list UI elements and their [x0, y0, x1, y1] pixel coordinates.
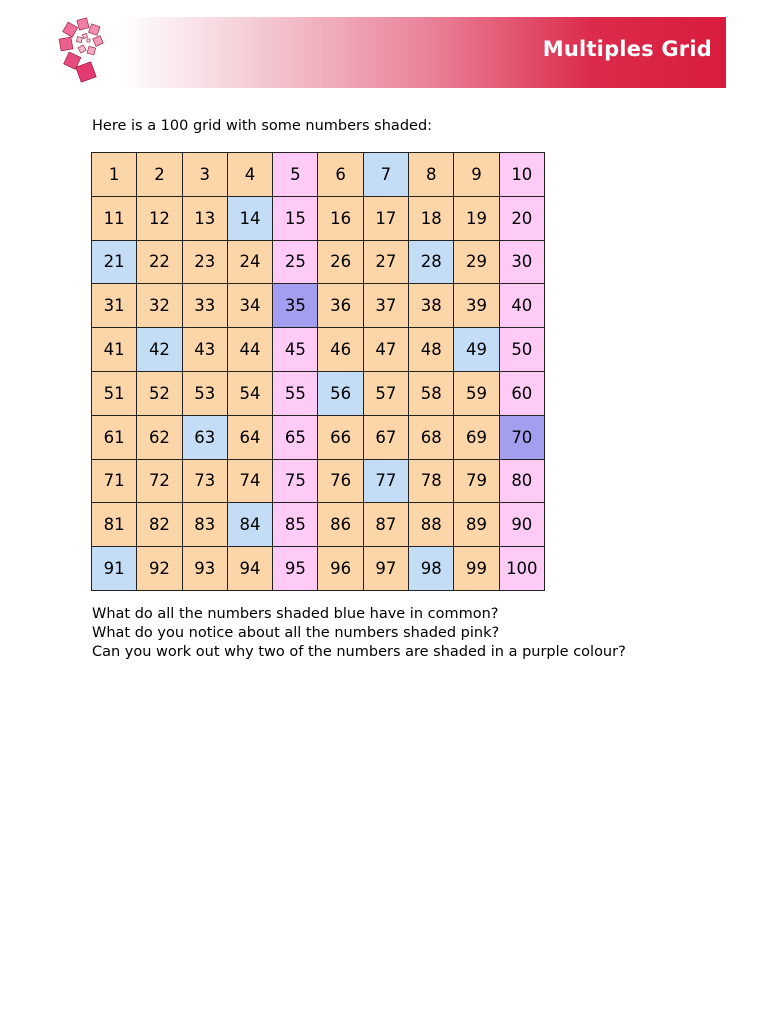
- question-blue: What do all the numbers shaded blue have in common?: [92, 606, 499, 622]
- grid-cell: 100: [499, 547, 544, 591]
- grid-cell: 97: [363, 547, 408, 591]
- grid-cell: 55: [273, 371, 318, 415]
- grid-cell: 26: [318, 240, 363, 284]
- grid-cell: 47: [363, 328, 408, 372]
- grid-cell: 24: [227, 240, 272, 284]
- spiral-logo-icon: [50, 14, 114, 86]
- grid-cell: 51: [92, 371, 137, 415]
- grid-cell: 75: [273, 459, 318, 503]
- grid-cell: 65: [273, 415, 318, 459]
- hundred-grid: [91, 152, 545, 591]
- grid-cell: 70: [499, 415, 544, 459]
- grid-cell: 82: [137, 503, 182, 547]
- grid-cell: 84: [227, 503, 272, 547]
- grid-cell: 36: [318, 284, 363, 328]
- grid-row: [92, 503, 545, 547]
- grid-cell: 27: [363, 240, 408, 284]
- grid-cell: 41: [92, 328, 137, 372]
- grid-cell: 33: [182, 284, 227, 328]
- grid-cell: 14: [227, 196, 272, 240]
- grid-cell: 34: [227, 284, 272, 328]
- grid-cell: 68: [409, 415, 454, 459]
- grid-cell: 59: [454, 371, 499, 415]
- grid-cell: 22: [137, 240, 182, 284]
- grid-cell: 28: [409, 240, 454, 284]
- grid-cell: 73: [182, 459, 227, 503]
- grid-row: [92, 371, 545, 415]
- grid-cell: 85: [273, 503, 318, 547]
- grid-cell: 35: [273, 284, 318, 328]
- grid-cell: 86: [318, 503, 363, 547]
- grid-cell: 83: [182, 503, 227, 547]
- grid-row: [92, 153, 545, 197]
- grid-cell: 92: [137, 547, 182, 591]
- grid-cell: 31: [92, 284, 137, 328]
- grid-row: [92, 284, 545, 328]
- grid-cell: 23: [182, 240, 227, 284]
- grid-cell: 4: [227, 153, 272, 197]
- grid-cell: 66: [318, 415, 363, 459]
- grid-cell: 99: [454, 547, 499, 591]
- question-purple: Can you work out why two of the numbers are shaded in a purple colour?: [92, 644, 626, 660]
- grid-cell: 80: [499, 459, 544, 503]
- grid-row: [92, 240, 545, 284]
- grid-cell: 98: [409, 547, 454, 591]
- grid-cell: 43: [182, 328, 227, 372]
- grid-cell: 79: [454, 459, 499, 503]
- grid-row: [92, 415, 545, 459]
- grid-cell: 89: [454, 503, 499, 547]
- grid-cell: 96: [318, 547, 363, 591]
- grid-cell: 32: [137, 284, 182, 328]
- grid-cell: 77: [363, 459, 408, 503]
- grid-cell: 74: [227, 459, 272, 503]
- grid-cell: 62: [137, 415, 182, 459]
- grid-cell: 9: [454, 153, 499, 197]
- grid-cell: 76: [318, 459, 363, 503]
- grid-cell: 30: [499, 240, 544, 284]
- grid-cell: 57: [363, 371, 408, 415]
- grid-row: [92, 547, 545, 591]
- grid-cell: 19: [454, 196, 499, 240]
- grid-cell: 29: [454, 240, 499, 284]
- grid-cell: 78: [409, 459, 454, 503]
- grid-cell: 7: [363, 153, 408, 197]
- grid-cell: 49: [454, 328, 499, 372]
- question-pink: What do you notice about all the numbers shaded pink?: [92, 625, 500, 641]
- grid-cell: 94: [227, 547, 272, 591]
- grid-row: [92, 196, 545, 240]
- grid-cell: 16: [318, 196, 363, 240]
- grid-cell: 40: [499, 284, 544, 328]
- grid-cell: 52: [137, 371, 182, 415]
- grid-cell: 67: [363, 415, 408, 459]
- grid-cell: 53: [182, 371, 227, 415]
- grid-cell: 12: [137, 196, 182, 240]
- grid-cell: 54: [227, 371, 272, 415]
- grid-cell: 20: [499, 196, 544, 240]
- grid-cell: 91: [92, 547, 137, 591]
- page-title: Multiples Grid: [542, 37, 712, 61]
- grid-cell: 42: [137, 328, 182, 372]
- grid-cell: 3: [182, 153, 227, 197]
- grid-cell: 88: [409, 503, 454, 547]
- grid-cell: 72: [137, 459, 182, 503]
- grid-row: [92, 459, 545, 503]
- grid-cell: 64: [227, 415, 272, 459]
- hundred-grid-body: [92, 153, 545, 591]
- grid-cell: 95: [273, 547, 318, 591]
- grid-cell: 81: [92, 503, 137, 547]
- grid-cell: 18: [409, 196, 454, 240]
- grid-cell: 37: [363, 284, 408, 328]
- grid-cell: 87: [363, 503, 408, 547]
- intro-text: Here is a 100 grid with some numbers shaded:: [92, 118, 433, 134]
- grid-cell: 50: [499, 328, 544, 372]
- grid-cell: 38: [409, 284, 454, 328]
- grid-cell: 21: [92, 240, 137, 284]
- grid-cell: 5: [273, 153, 318, 197]
- grid-cell: 8: [409, 153, 454, 197]
- grid-cell: 61: [92, 415, 137, 459]
- grid-cell: 46: [318, 328, 363, 372]
- grid-cell: 6: [318, 153, 363, 197]
- grid-cell: 60: [499, 371, 544, 415]
- grid-cell: 58: [409, 371, 454, 415]
- grid-row: [92, 328, 545, 372]
- grid-cell: 69: [454, 415, 499, 459]
- questions: [92, 605, 626, 662]
- grid-cell: 11: [92, 196, 137, 240]
- grid-cell: 10: [499, 153, 544, 197]
- grid-cell: 48: [409, 328, 454, 372]
- grid-cell: 25: [273, 240, 318, 284]
- grid-cell: 56: [318, 371, 363, 415]
- grid-cell: 90: [499, 503, 544, 547]
- grid-cell: 71: [92, 459, 137, 503]
- grid-cell: 39: [454, 284, 499, 328]
- grid-cell: 63: [182, 415, 227, 459]
- grid-cell: 2: [137, 153, 182, 197]
- grid-cell: 1: [92, 153, 137, 197]
- grid-cell: 17: [363, 196, 408, 240]
- grid-cell: 15: [273, 196, 318, 240]
- grid-cell: 13: [182, 196, 227, 240]
- grid-cell: 44: [227, 328, 272, 372]
- grid-cell: 93: [182, 547, 227, 591]
- grid-cell: 45: [273, 328, 318, 372]
